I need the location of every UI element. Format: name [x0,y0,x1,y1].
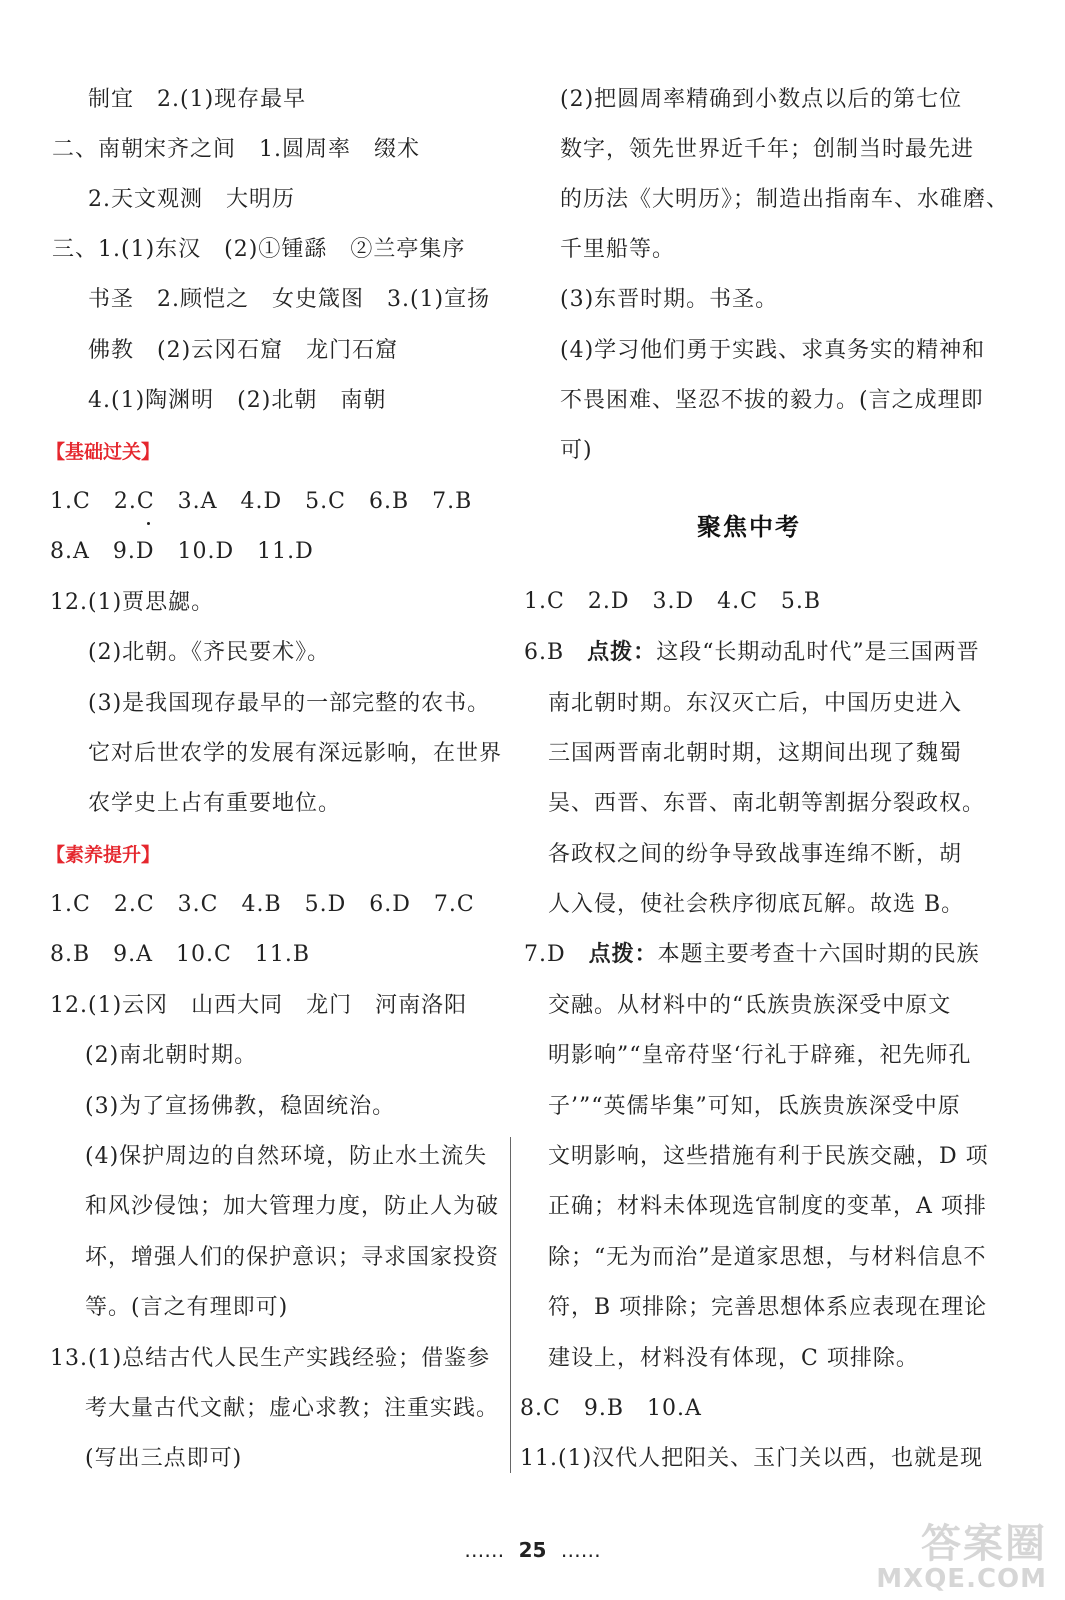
left-line-26: (写出三点即可) [85,1446,243,1471]
right-line-17: 交融。从材料中的“氐族贵族深受中原文 [548,993,952,1018]
right-line-5: (3)东晋时期。书圣。 [560,287,779,312]
left-line-9: 8.A 9.D 10.D 11.D [50,539,314,564]
left-line-1: 制宜 2.(1)现存最早 [88,87,307,112]
left-line-12: (3)是我国现存最早的一部完整的农书。 [88,691,491,716]
right-line-15: 人入侵，使社会秩序彻底瓦解。故选 B。 [548,892,965,917]
right-line-18: 明影响”“皇帝苻坚‘行礼于辟雍，祀先师孔 [548,1043,972,1068]
section-tag-advanced: 【素养提升】 [46,844,161,866]
footer-dots-left: …… [464,1538,505,1562]
watermark-url: MXQE.COM [876,1564,1047,1594]
left-line-7: 4.(1)陶渊明 (2)北朝 南朝 [88,388,387,413]
answer-number: 6.B [524,640,588,665]
left-line-22: 坏，增强人们的保护意识；寻求国家投资 [85,1245,500,1270]
emphasis-dot [147,522,150,525]
right-line-2: 数字，领先世界近千年；创制当时最先进 [560,137,975,162]
left-line-5: 书圣 2.顾恺之 女史箴图 3.(1)宣扬 [88,287,491,312]
right-line-12: 三国两晋南北朝时期，这期间出现了魏蜀 [548,741,963,766]
right-line-26: 11.(1)汉代人把阳关、玉门关以西，也就是现 [520,1446,984,1471]
left-line-8: 1.C 2.C 3.A 4.D 5.C 6.B 7.B [50,489,473,514]
hint-text: 本题主要考查十六国时期的民族 [657,942,980,967]
left-line-24: 13.(1)总结古代人民生产实践经验；借鉴参 [50,1346,491,1371]
right-line-6: (4)学习他们勇于实践、求真务实的精神和 [560,338,986,363]
right-line-7: 不畏困难、坚忍不拔的毅力。(言之成理即 [560,388,984,413]
right-line-9: 1.C 2.D 3.D 4.C 5.B [524,589,822,614]
right-line-16 [524,941,980,969]
left-line-3: 2.天文观测 大明历 [88,187,295,212]
left-line-13: 它对后世农学的发展有深远影响，在世界 [88,741,503,766]
answer-number: 7.D [524,942,589,967]
hint-text: 这段“长期动乱时代”是三国两晋 [656,640,980,665]
left-line-2: 二、南朝宋齐之间 1.圆周率 缀术 [52,137,420,162]
right-line-1: (2)把圆周率精确到小数点以后的第七位 [560,87,963,112]
watermark-logo [876,1521,1047,1594]
watermark-cn: 答案圈 [921,1521,1047,1567]
right-line-14: 各政权之间的纷争导致战事连绵不断，胡 [548,842,963,867]
right-line-4: 千里船等。 [560,237,676,262]
left-line-11: (2)北朝。《齐民要术》。 [88,640,331,665]
left-line-18: (2)南北朝时期。 [85,1043,258,1068]
left-line-20: (4)保护周边的自然环境，防止水土流失 [85,1144,488,1169]
right-line-13: 吴、西晋、东晋、南北朝等割据分裂政权。 [548,791,986,816]
left-line-25: 考大量古代文献；虚心求教；注重实践。 [85,1396,500,1421]
page-number: 25 [518,1538,547,1562]
section-tag-basic: 【基础过关】 [46,441,161,463]
hint-label: 点拨： [587,640,657,665]
left-line-14: 农学史上占有重要地位。 [88,791,342,816]
left-line-15: 1.C 2.C 3.C 4.B 5.D 6.D 7.C [50,892,475,917]
section-heading-exam-focus: 聚焦中考 [697,513,801,541]
left-line-21: 和风沙侵蚀；加大管理力度，防止人为破 [85,1194,500,1219]
right-line-20: 文明影响，这些措施有利于民族交融，D 项 [548,1144,989,1169]
left-line-6: 佛教 (2)云冈石窟 龙门石窟 [88,338,399,363]
hint-label: 点拨： [588,942,658,967]
right-line-10 [524,639,980,667]
left-line-4: 三、1.(1)东汉 (2)①锺繇 ②兰亭集序 [52,237,466,262]
left-line-10: 12.(1)贾思勰。 [50,590,215,615]
right-line-3: 的历法《大明历》；制造出指南车、水碓磨、 [560,187,1010,212]
right-line-8: 可) [560,438,593,463]
left-line-17: 12.(1)云冈 山西大同 龙门 河南洛阳 [50,993,468,1018]
right-line-23: 符，B 项排除；完善思想体系应表现在理论 [548,1295,988,1320]
right-line-21: 正确；材料未体现选官制度的变革，A 项排 [548,1194,987,1219]
left-line-23: 等。(言之有理即可) [85,1295,289,1320]
right-line-19: 子’”“英儒毕集”可知，氐族贵族深受中原 [548,1094,961,1119]
right-line-24: 建设上，材料没有体现，C 项排除。 [548,1346,919,1371]
column-divider [510,1137,511,1473]
right-line-11: 南北朝时期。东汉灭亡后，中国历史进入 [548,691,963,716]
left-line-19: (3)为了宣扬佛教，稳固统治。 [85,1094,396,1119]
right-line-25: 8.C 9.B 10.A [520,1396,702,1421]
footer-dots-right: …… [560,1538,601,1562]
left-line-16: 8.B 9.A 10.C 11.B [50,942,311,967]
right-line-22: 除；“无为而治”是道家思想，与材料信息不 [548,1245,987,1270]
